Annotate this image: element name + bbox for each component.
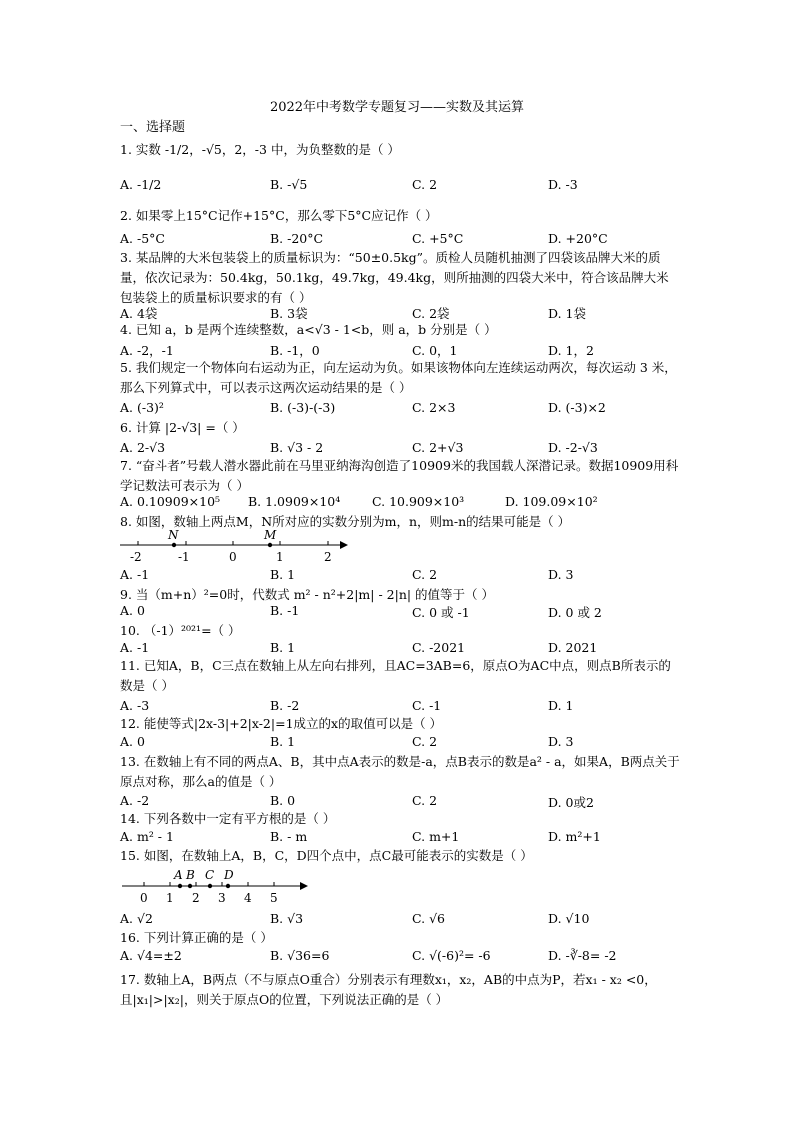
option-d: D. 0或2 xyxy=(548,795,594,810)
option-d: D. 1 xyxy=(548,698,574,713)
section-heading: 一、选择题 xyxy=(120,120,186,135)
options-9 xyxy=(120,603,680,621)
options-2 xyxy=(120,231,680,249)
option-b: B. (-3)-(-3) xyxy=(270,400,336,415)
page-title: 2022年中考数学专题复习——实数及其运算 xyxy=(269,100,525,115)
tick-label: 0 xyxy=(140,891,148,905)
option-b: B. -20°C xyxy=(270,231,324,246)
option-d: D. (-3)×2 xyxy=(548,400,606,415)
option-c: C. -2021 xyxy=(412,640,466,655)
tick-label: 5 xyxy=(270,891,278,905)
question-9: 9. 当（m+n）²=0时，代数式 m² - n²+2|m| - 2|n| 的值等于（ ） xyxy=(120,587,495,602)
option-a: A. -1 xyxy=(120,567,150,582)
option-a: A. m² - 1 xyxy=(120,829,174,844)
option-d: D. -2-√3 xyxy=(548,440,598,455)
point-label-a: A xyxy=(174,868,183,882)
option-b: B. -1，0 xyxy=(270,343,320,358)
option-d: D. 0 或 2 xyxy=(548,605,602,620)
option-a: A. 0.10909×10⁵ xyxy=(120,494,221,509)
question-3: 3. 某品牌的大米包装袋上的质量标识为：“50±0.5kg”。质检人员随机抽测了四袋该品牌大米的质量，依次记录为：50.4kg，50.1kg，49.7kg，49.4kg，则所抽测的四袋大米中，符合该品牌大米包装袋上的质量标识要求的有（ ） xyxy=(120,250,669,305)
option-c: C. -1 xyxy=(412,698,442,713)
option-d: D. -3 xyxy=(548,177,578,192)
option-c: C. 2 xyxy=(412,177,438,192)
tick-label: -1 xyxy=(178,550,190,564)
option-a: A. -2，-1 xyxy=(120,343,174,358)
option-a: A. 0 xyxy=(120,603,145,618)
options-14 xyxy=(120,829,680,847)
option-b: B. 1 xyxy=(270,734,296,749)
option-a: A. -2 xyxy=(120,793,150,808)
option-d: D. √10 xyxy=(548,911,590,926)
option-b: B. 1 xyxy=(270,567,296,582)
tick-label: 2 xyxy=(192,891,200,905)
question-14: 14. 下列各数中一定有平方根的是（ ） xyxy=(120,811,336,826)
tick-label: 0 xyxy=(229,550,237,564)
option-d: D. m²+1 xyxy=(548,829,601,844)
question-4: 4. 已知 a，b 是两个连续整数，a<√3 - 1<b，则 a，b 分别是（ ） xyxy=(120,322,497,337)
option-d: D. -∛-8= -2 xyxy=(548,948,617,963)
option-c: C. 2 xyxy=(412,567,438,582)
option-a: A. -3 xyxy=(120,698,150,713)
option-a: A. 4袋 xyxy=(120,306,158,321)
question-1: 1. 实数 -1/2，-√5，2，-3 中，为负整数的是（ ） xyxy=(120,142,400,157)
option-d: D. +20°C xyxy=(548,231,608,246)
question-16: 16. 下列计算正确的是（ ） xyxy=(120,930,273,945)
options-7 xyxy=(120,494,680,512)
option-c: C. 2袋 xyxy=(412,306,450,321)
option-b: B. -2 xyxy=(270,698,300,713)
option-d: D. 3 xyxy=(548,567,574,582)
option-d: D. 2021 xyxy=(548,640,598,655)
question-5: 5. 我们规定一个物体向右运动为正，向左运动为负。如果该物体向左连续运动两次，每次运动 3 米，那么下列算式中，可以表示这两次运动结果的是（ ） xyxy=(120,360,677,395)
tick-label: -2 xyxy=(130,550,142,564)
question-8: 8. 如图，数轴上两点M，N所对应的实数分别为m，n，则m-n的结果可能是（ ） xyxy=(120,514,571,529)
point-label-b: B xyxy=(186,868,195,882)
option-b: B. √36=6 xyxy=(270,948,330,963)
option-b: B. √3 - 2 xyxy=(270,440,324,455)
tick-label: 1 xyxy=(166,891,174,905)
option-c: C. +5°C xyxy=(412,231,464,246)
question-12: 12. 能使等式|2x-3|+2|x-2|=1成立的x的取值可以是（ ） xyxy=(120,716,443,731)
tick-label: 3 xyxy=(218,891,226,905)
option-b: B. -√5 xyxy=(270,177,308,192)
tick-label: 2 xyxy=(324,550,332,564)
options-12 xyxy=(120,734,680,752)
option-b: B. 0 xyxy=(270,793,296,808)
point-label-n: N xyxy=(168,530,179,542)
options-4 xyxy=(120,341,680,359)
options-1 xyxy=(120,177,680,195)
option-c: C. m+1 xyxy=(412,829,460,844)
option-b: B. 3袋 xyxy=(270,306,308,321)
point-label-m: M xyxy=(264,530,277,542)
question-2: 2. 如果零上15°C记作+15°C，那么零下5°C应记作（ ） xyxy=(120,208,438,223)
option-d: D. 1袋 xyxy=(548,306,586,321)
option-a: A. -1/2 xyxy=(120,177,162,192)
option-c: C. 2 xyxy=(412,734,438,749)
question-6: 6. 计算 |2-√3| =（ ） xyxy=(120,420,245,435)
option-b: B. 1.0909×10⁴ xyxy=(248,494,341,509)
option-c: C. 2 xyxy=(412,793,438,808)
option-a: A. 0 xyxy=(120,734,145,749)
option-d: D. 3 xyxy=(548,734,574,749)
option-b: B. -1 xyxy=(270,603,300,618)
question-11: 11. 已知A，B，C三点在数轴上从左向右排列，且AC=3AB=6，原点O为AC中点，则点B所表示的数是（ ） xyxy=(120,658,671,693)
option-a: A. -1 xyxy=(120,640,150,655)
question-17: 17. 数轴上A，B两点（不与原点O重合）分别表示有理数x₁，x₂，AB的中点为P，若x₁ - x₂ <0，且|x₁|>|x₂|，则关于原点O的位置，下列说法正确的是（ ） xyxy=(120,972,657,1007)
option-c: C. 0，1 xyxy=(412,343,458,358)
option-d: D. 109.09×10² xyxy=(505,494,598,509)
options-5 xyxy=(120,400,680,418)
question-7: 7. “奋斗者”号载人潜水器此前在马里亚纳海沟创造了10909米的我国载人深潜记录。数据10909用科学记数法可表示为（ ） xyxy=(120,458,679,493)
question-15: 15. 如图，在数轴上A，B，C，D四个点中，点C最可能表示的实数是（ ） xyxy=(120,848,533,863)
point-label-c: C xyxy=(205,868,215,882)
options-16 xyxy=(120,948,680,966)
option-b: B. - m xyxy=(270,829,308,844)
number-line-figure-2 xyxy=(118,866,318,906)
option-c: C. 2+√3 xyxy=(412,440,464,455)
option-d: D. 1，2 xyxy=(548,343,594,358)
option-b: B. 1 xyxy=(270,640,296,655)
option-a: A. (-3)² xyxy=(120,400,164,415)
option-c: C. √(-6)²= -6 xyxy=(412,948,491,963)
option-a: A. 2-√3 xyxy=(120,440,166,455)
option-b: B. √3 xyxy=(270,911,304,926)
option-a: A. -5°C xyxy=(120,231,165,246)
tick-label: 1 xyxy=(276,550,284,564)
option-a: A. √4=±2 xyxy=(120,948,182,963)
option-c: C. 10.909×10³ xyxy=(372,494,465,509)
point-label-d: D xyxy=(224,868,234,882)
question-13: 13. 在数轴上有不同的两点A、B，其中点A表示的数是-a，点B表示的数是a² - a，如果A，B两点关于原点对称，那么a的值是（ ） xyxy=(120,754,680,789)
option-c: C. 0 或 -1 xyxy=(412,605,470,620)
option-c: C. √6 xyxy=(412,911,445,926)
options-8 xyxy=(120,567,680,585)
question-10: 10. （-1）²⁰²¹=（ ） xyxy=(120,623,241,638)
option-c: C. 2×3 xyxy=(412,400,456,415)
number-line-figure-1 xyxy=(118,530,358,566)
tick-label: 4 xyxy=(244,891,252,905)
option-a: A. √2 xyxy=(120,911,153,926)
options-15 xyxy=(120,911,680,929)
